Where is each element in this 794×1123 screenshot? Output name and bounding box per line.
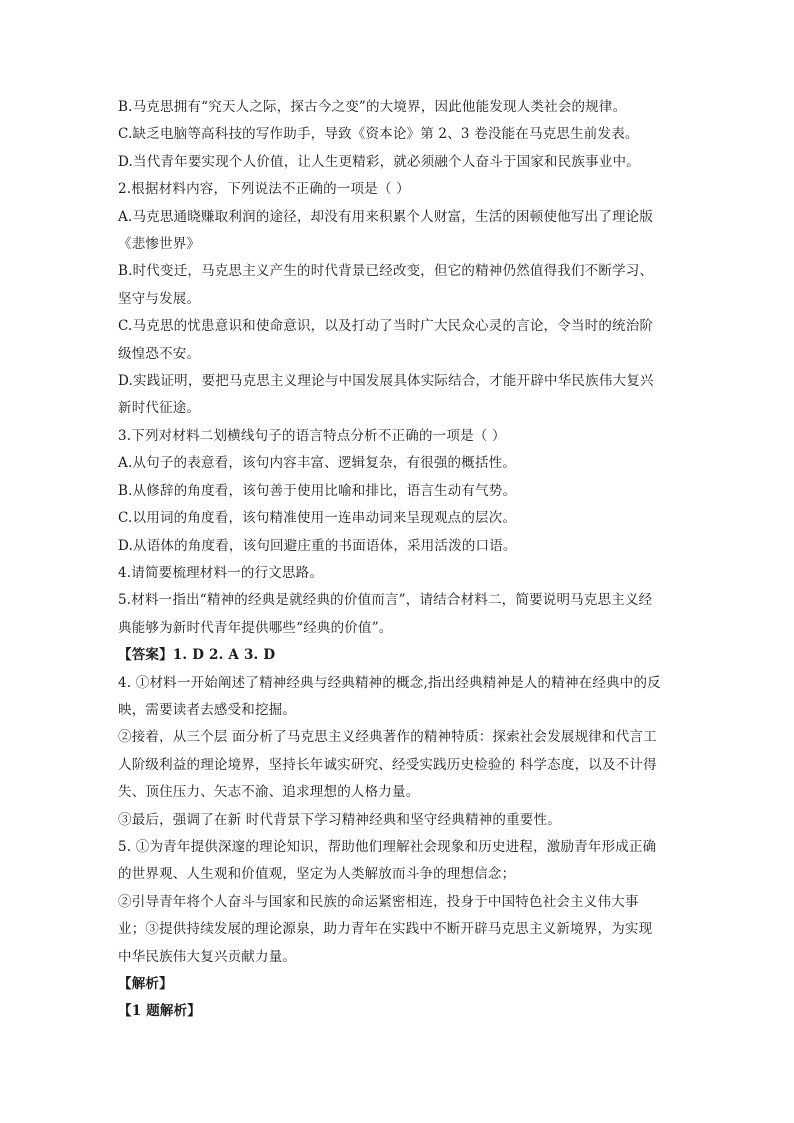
text-line: 业；③提供持续发展的理论源泉，助力青年在实践中不断开辟马克思主义新境界，为实现 — [118, 921, 653, 938]
text-line: C.马克思的忧患意识和使命意识，以及打动了当时广大民众心灵的言论，令当时的统治阶 — [118, 318, 654, 335]
text-line: B.时代变迁，马克思主义产生的时代背景已经改变，但它的精神仍然值得我们不断学习、 — [118, 263, 654, 280]
text-line: ②接着，从三个层 面分析了马克思主义经典著作的精神特质：探索社会发展规律和代言工 — [118, 729, 657, 746]
text-line: 4.请简要梳理材料一的行文思路。 — [118, 564, 324, 581]
text-line: 失、顶住压力、矢志不渝、追求理想的人格力量。 — [118, 784, 420, 801]
text-line: 级惶恐不安。 — [118, 345, 201, 362]
text-line: 典能够为新时代青年提供哪些“经典的价值”。 — [118, 619, 393, 636]
document-body — [118, 94, 678, 1026]
text-line: D.从语体的角度看，该句回避庄重的书面语体，采用活泼的口语。 — [118, 537, 517, 554]
text-line: 3.下列对材料二划横线句子的语言特点分析不正确的一项是（ ） — [118, 427, 506, 444]
text-line: 《悲惨世界》 — [118, 236, 201, 253]
text-line: C.以用词的角度看，该句精准使用一连串动词来呈现观点的层次。 — [118, 510, 517, 527]
text-line: 5. ①为青年提供深邃的理论知识，帮助他们理解社会现象和历史进程，激励青年形成正确 — [118, 838, 657, 855]
text-line: 映，需要读者去感受和挖掘。 — [118, 701, 297, 718]
text-line: B.马克思拥有“究天人之际，探古今之变”的大境界，因此他能发现人类社会的规律。 — [118, 99, 627, 115]
text-line: 【解析】 — [118, 976, 173, 992]
text-line: 新时代征途。 — [118, 400, 201, 417]
text-line: A.从句子的表意看，该句内容丰富、逻辑复杂，有很强的概括性。 — [118, 455, 517, 472]
text-line: C.缺乏电脑等高科技的写作助手，导致《资本论》第 2、3 卷没能在马克思生前发表。 — [118, 126, 639, 143]
text-line: B.从修辞的角度看，该句善于使用比喻和排比，语言生动有气势。 — [118, 482, 517, 499]
text-line: 5.材料一指出“精神的经典是就经典的价值而言”，请结合材料二，简要说明马克思主义经 — [118, 592, 653, 609]
text-line: 中华民族伟大复兴贡献力量。 — [118, 948, 297, 965]
text-line: D.当代青年要实现个人价值，让人生更精彩，就必须融个人奋斗于国家和民族事业中。 — [118, 153, 640, 170]
text-line: 坚守与发展。 — [118, 290, 201, 307]
text-line: 的世界观、人生观和价值观，坚定为人类解放而斗争的理想信念； — [118, 866, 516, 883]
text-line: 【答案】1. D 2. A 3. D — [118, 647, 276, 664]
text-line: ②引导青年将个人奋斗与国家和民族的命运紧密相连，投身于中国特色社会主义伟大事 — [118, 893, 639, 910]
text-line: 2.根据材料内容，下列说法不正确的一项是（ ） — [118, 181, 410, 198]
text-line: 4. ①材料一开始阐述了精神经典与经典精神的概念,指出经典精神是人的精神在经典中的反 — [118, 674, 661, 691]
text-line: ③最后，强调了在新 时代背景下学习精神经典和坚守经典精神的重要性。 — [118, 811, 561, 828]
text-line: A.马克思通晓赚取利润的途径，却没有用来积累个人财富，生活的困顿使他写出了理论版 — [118, 208, 654, 225]
text-line: 【1 题解析】 — [118, 1003, 201, 1020]
text-line: D.实践证明，要把马克思主义理论与中国发展具体实际结合，才能开辟中华民族伟大复兴 — [118, 373, 654, 390]
text-line: 人阶级利益的理论境界，坚持长年诚实研究、经受实践历史检验的 科学态度，以及不计得 — [118, 756, 657, 773]
